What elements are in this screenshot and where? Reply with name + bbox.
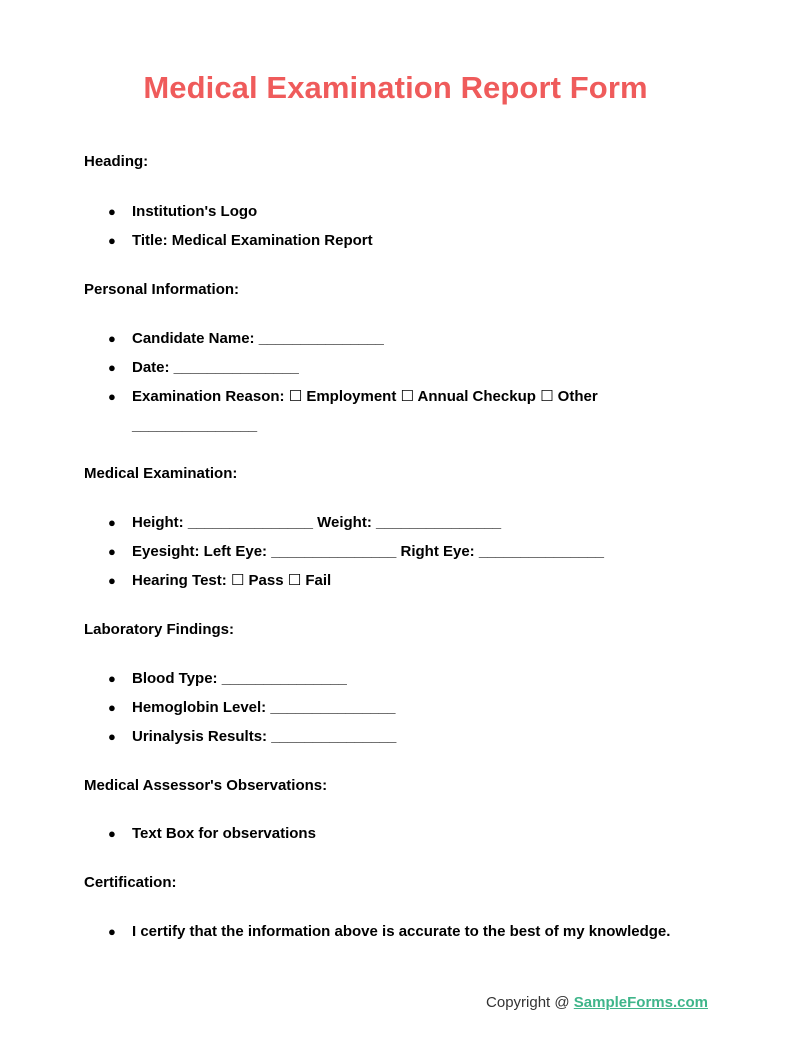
list-item: ● Eyesight: Left Eye: _______________ Right Eye: _______________ <box>0 537 791 566</box>
list-item: ● Date: _______________ <box>0 353 791 382</box>
bullet-icon: ● <box>108 204 116 219</box>
section-heading-observations: Medical Assessor's Observations: <box>84 777 328 794</box>
list-item: ● Examination Reason: ☐ Employment ☐ Annual Checkup ☐ Other _______________ <box>0 382 652 440</box>
personal-information-list <box>0 324 791 440</box>
section-heading-laboratory-findings: Laboratory Findings: <box>84 621 234 638</box>
section-heading-medical-examination: Medical Examination: <box>84 465 238 482</box>
heading-list <box>0 197 791 255</box>
brand-link[interactable]: SampleForms.com <box>573 994 708 1011</box>
laboratory-findings-list <box>0 664 791 751</box>
list-item: ● Blood Type: _______________ <box>0 664 791 693</box>
bullet-icon: ● <box>108 233 116 248</box>
bullet-icon: ● <box>108 573 116 588</box>
list-item: ● Candidate Name: _______________ <box>0 324 791 353</box>
list-item: ● Urinalysis Results: _______________ <box>0 722 791 751</box>
section-heading-personal-information: Personal Information: <box>84 281 240 298</box>
bullet-icon: ● <box>108 331 116 346</box>
list-item: ● Height: _______________ Weight: _______________ <box>0 508 791 537</box>
page-title: Medical Examination Report Form <box>143 70 648 105</box>
medical-examination-list <box>0 508 791 595</box>
copyright-footer <box>486 994 708 1011</box>
bullet-icon: ● <box>108 700 116 715</box>
bullet-icon: ● <box>108 826 116 841</box>
bullet-icon: ● <box>108 389 116 404</box>
list-item: ● Text Box for observations <box>0 819 791 848</box>
list-item: ● Institution's Logo <box>0 197 791 226</box>
bullet-icon: ● <box>108 729 116 744</box>
section-heading-certification: Certification: <box>84 874 177 891</box>
list-item: ● I certify that the information above is accurate to the best of my knowledge. <box>0 917 791 946</box>
bullet-icon: ● <box>108 360 116 375</box>
list-item: ● Hearing Test: ☐ Pass ☐ Fail <box>0 566 791 595</box>
bullet-icon: ● <box>108 671 116 686</box>
section-heading-heading: Heading: <box>84 153 149 170</box>
bullet-icon: ● <box>108 544 116 559</box>
list-item: ● Hemoglobin Level: _______________ <box>0 693 791 722</box>
list-item: ● Title: Medical Examination Report <box>0 226 791 255</box>
bullet-icon: ● <box>108 515 116 530</box>
bullet-icon: ● <box>108 924 116 939</box>
observations-list <box>0 819 791 848</box>
certification-list <box>0 917 791 946</box>
copyright-text: Copyright @ <box>486 994 574 1011</box>
